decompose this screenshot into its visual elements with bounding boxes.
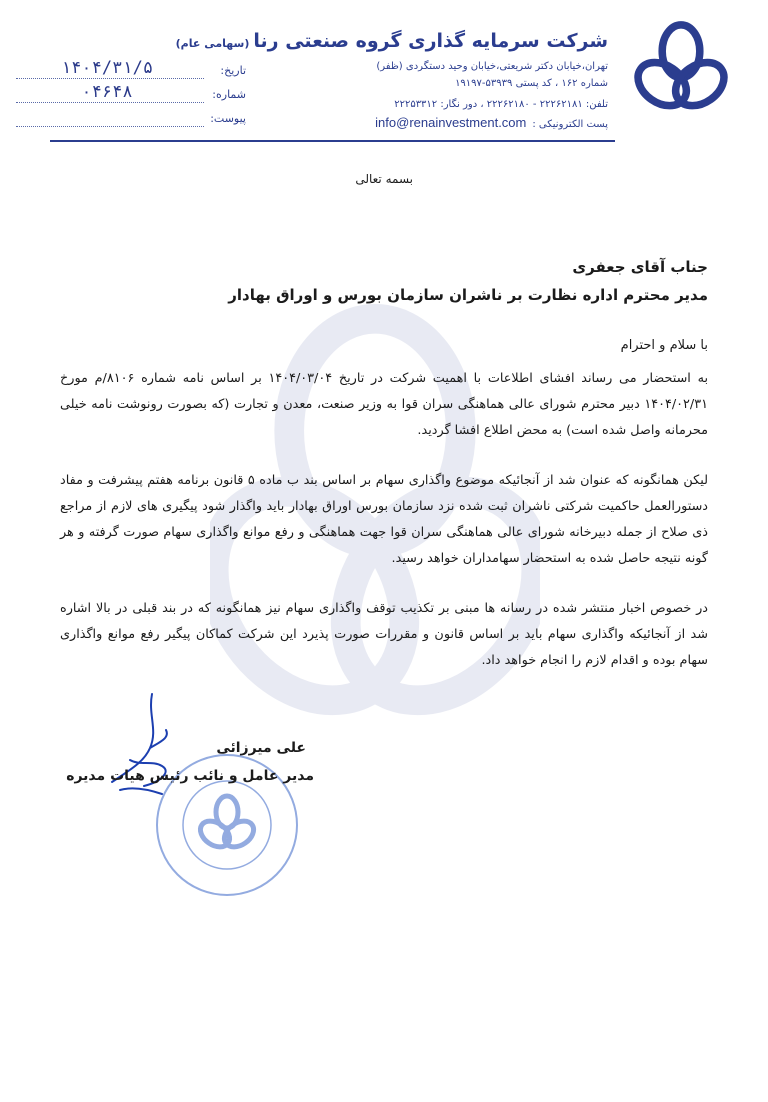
letter-date	[16, 58, 246, 84]
number-line	[16, 102, 204, 103]
letter-attachment	[16, 112, 246, 132]
email-address[interactable]: info@renainvestment.com	[375, 115, 527, 130]
address-line-2: شماره ۱۶۲ ، کد پستی ۵۳۹۳۹-۱۹۱۹۷	[455, 78, 608, 89]
header-divider	[50, 140, 615, 142]
address-line-1: تهران،خیابان دکتر شریعتی،خیابان وحید دستگردی (ظفر)	[376, 61, 608, 72]
basmala: بسمه تعالی	[355, 172, 413, 186]
attachment-label: پیوست:	[210, 112, 246, 125]
phone-numbers: تلفن: ۲۲۲۶۲۱۸۱ - ۲۲۲۶۲۱۸۰ ، دور نگار: ۲۲۲۵۳۳۱۲	[394, 99, 608, 110]
number-value: ۰۴۶۴۸	[81, 82, 133, 102]
company-name	[176, 30, 608, 52]
company-logo	[634, 18, 728, 122]
number-label: شماره:	[212, 88, 246, 101]
email-label: پست الکترونیکی :	[532, 119, 608, 130]
signer-name: علی میرزائی	[216, 740, 306, 756]
company-type: (سهامی عام)	[175, 37, 250, 50]
paragraph-3: در خصوص اخبار منتشر شده در رسانه ها مبنی بر تکذیب توقف واگذاری سهام نیز همانگونه که در بند قبلی در بالا اشاره شد از آنجائیکه واگذاری سهام باید بر اساس قانون و مقررات صورت پذیرد این شرکت کماکان پیگیر رفع موانع واگذاری سهام بوده و اقدام لازم را انجام خواهد داد.	[60, 601, 708, 668]
signer-title: مدیر عامل و نائب رئیس هیات مدیره	[66, 768, 314, 784]
attachment-line	[16, 126, 204, 127]
company-name-text: شرکت سرمایه گذاری گروه صنعتی رنا	[253, 30, 608, 52]
recipient-title: مدیر محترم اداره نظارت بر ناشران سازمان بورس و اوراق بهادار	[228, 286, 708, 304]
date-label: تاریخ:	[220, 64, 246, 77]
paragraph-2: لیکن همانگونه که عنوان شد از آنجائیکه موضوع واگذاری سهام بر اساس بند ب ماده ۵ قانون برنامه هفتم پیشرفت و مفاد دستورالعمل حاکمیت شرکتی ناشران ثبت شده نزد سازمان بورس اوراق بهادار باید واگذار شود پیگیری های لازم از مراجع ذی صلاح از جمله دبیرخانه شورای عالی هماهنگی سران قوا جهت هماهنگی و رفع موانع واگذاری سهام صورت گرفته و هر گونه نتیجه حاصل شده به استحضار سهامداران خواهد رسید.	[60, 473, 708, 566]
recipient-name: جناب آقای جعفری	[572, 258, 708, 276]
date-line	[16, 78, 204, 79]
paragraph-1: به استحضار می رساند افشای اطلاعات با اهمیت شرکت در تاریخ ۱۴۰۴/۰۳/۰۴ بر اساس نامه شماره ۸۱۰۶/م مورخ ۱۴۰۴/۰۲/۳۱ دبیر محترم شورای عالی هماهنگی سران قوا به وزیر صنعت، معدن و تجارت (که بصورت رونوشت نامه خیلی محرمانه واصل شده است) به محض اطلاع افشا گردید.	[60, 371, 709, 438]
letter-number	[16, 82, 246, 108]
date-value: ۱۴۰۴/۳۱/۵	[60, 58, 154, 78]
greeting: با سلام و احترام	[620, 338, 708, 353]
email-row	[375, 115, 608, 130]
